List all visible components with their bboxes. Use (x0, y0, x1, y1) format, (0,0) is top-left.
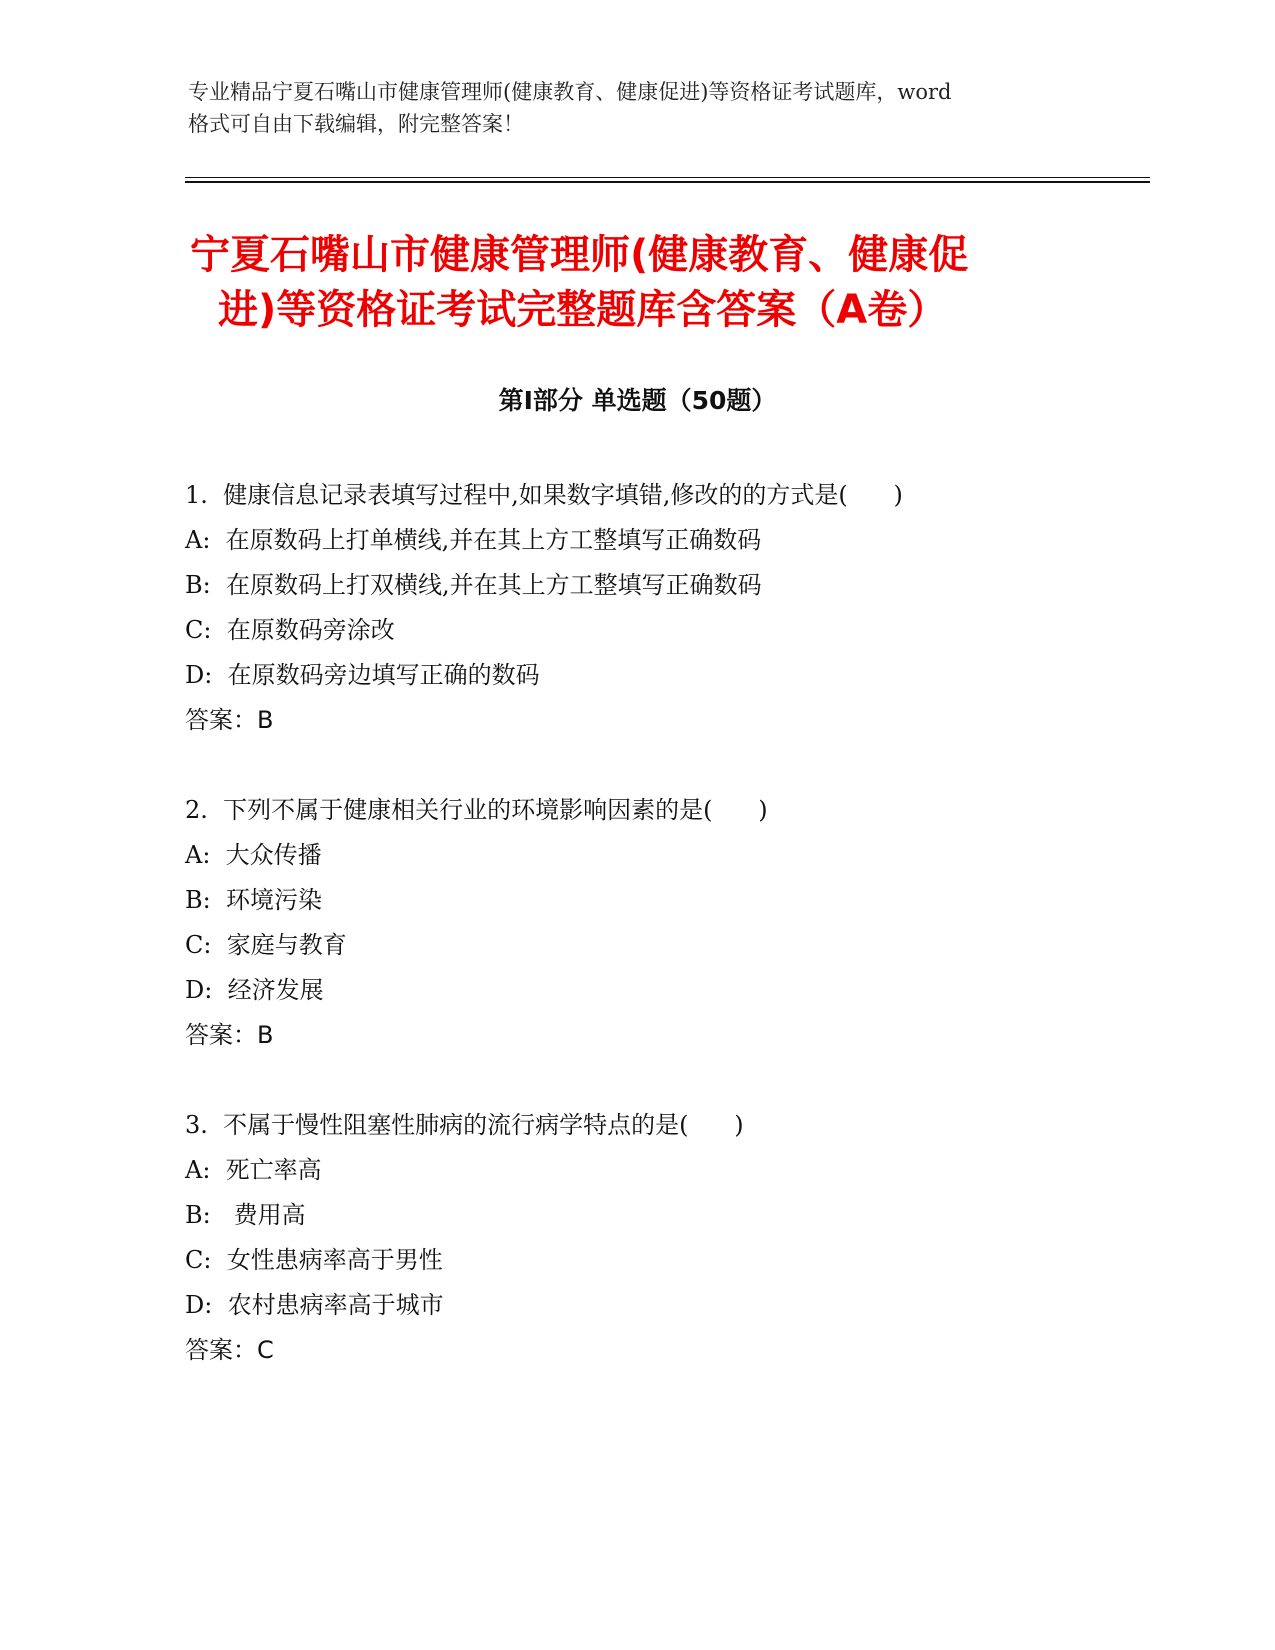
answer: 答案：B (185, 1021, 274, 1049)
answer: 答案：B (185, 706, 274, 734)
option-d: D: 经济发展 (185, 976, 324, 1004)
question-stem: 2. 下列不属于健康相关行业的环境影响因素的是( ) (185, 796, 768, 824)
option-d: D: 在原数码旁边填写正确的数码 (185, 661, 540, 689)
question-2 (185, 788, 1145, 1058)
header-note-line-2: 格式可自由下载编辑，附完整答案！ (188, 112, 524, 136)
header-rule-thick (185, 181, 1150, 183)
option-c: C: 家庭与教育 (185, 931, 347, 959)
option-a: A: 死亡率高 (185, 1156, 322, 1184)
option-b: B: 费用高 (185, 1201, 306, 1229)
document-title (190, 228, 1090, 338)
option-c: C: 女性患病率高于男性 (185, 1246, 443, 1274)
document-title-line-1: 宁夏石嘴山市健康管理师(健康教育、健康促 (190, 232, 969, 278)
document-title-line-2: 进)等资格证考试完整题库含答案（A卷） (218, 287, 948, 333)
option-b: B: 在原数码上打双横线,并在其上方工整填写正确数码 (185, 571, 762, 599)
header-rule-thin (185, 177, 1150, 178)
answer: 答案：C (185, 1336, 274, 1364)
option-a: A: 大众传播 (185, 841, 322, 869)
header-note-line-1: 专业精品宁夏石嘴山市健康管理师(健康教育、健康促进)等资格证考试题库，word (188, 80, 952, 104)
header-note (188, 76, 1088, 140)
option-d: D: 农村患病率高于城市 (185, 1291, 444, 1319)
option-c: C: 在原数码旁涂改 (185, 616, 395, 644)
question-list (185, 473, 1145, 1418)
question-stem: 1. 健康信息记录表填写过程中,如果数字填错,修改的的方式是( ) (185, 481, 903, 509)
question-stem: 3. 不属于慢性阻塞性肺病的流行病学特点的是( ) (185, 1111, 744, 1139)
question-1 (185, 473, 1145, 743)
section-title: 第Ⅰ部分 单选题（50题） (498, 386, 777, 415)
option-a: A: 在原数码上打单横线,并在其上方工整填写正确数码 (185, 526, 762, 554)
question-3 (185, 1103, 1145, 1373)
option-b: B: 环境污染 (185, 886, 322, 914)
